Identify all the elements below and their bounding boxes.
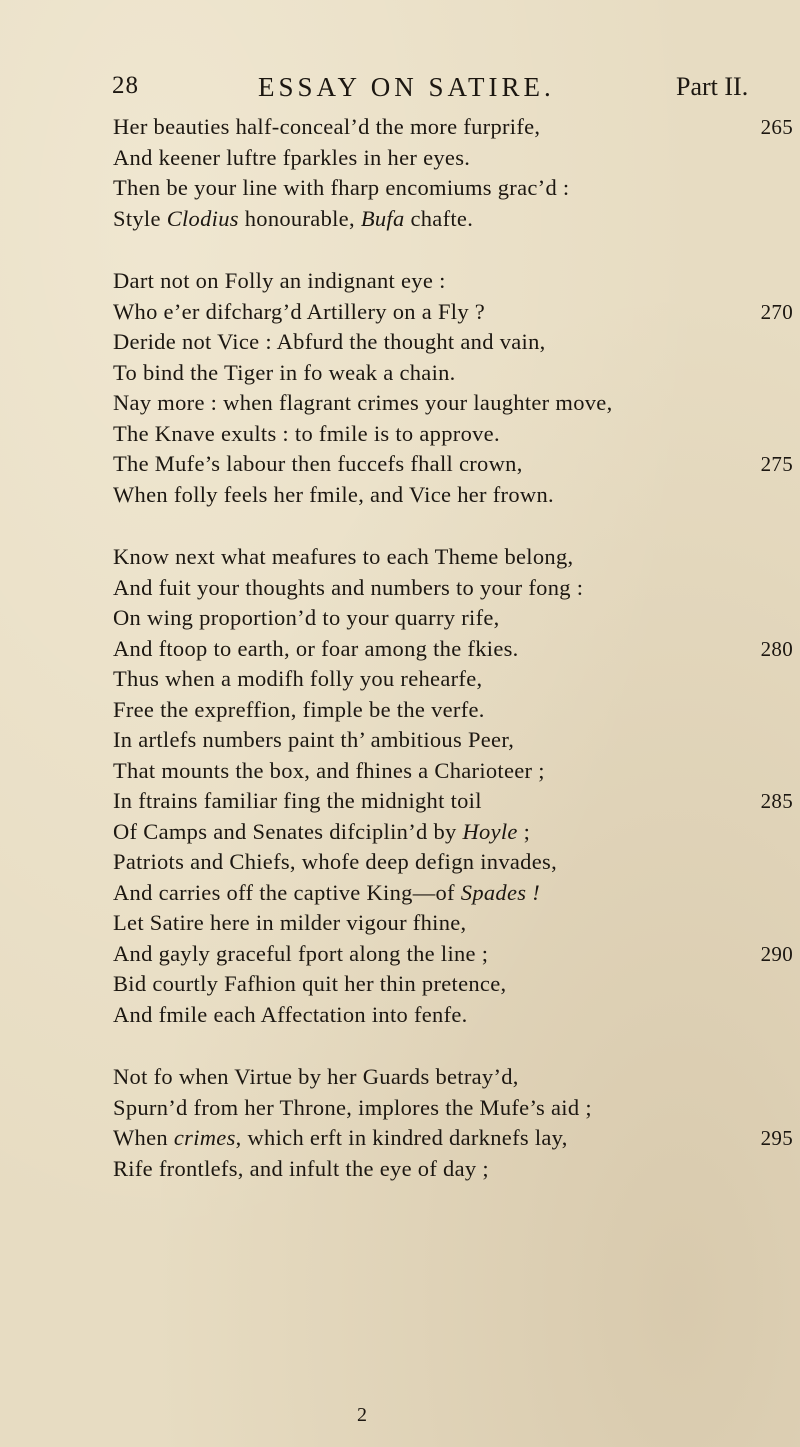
italic-text: Spades ! [460, 879, 541, 905]
verse-line-text [113, 727, 514, 752]
verse-line-text [113, 1095, 592, 1120]
roman-text: That mounts the box, and fhines a Charioteer ; [113, 757, 545, 783]
verse-line-text [113, 880, 540, 905]
verse-line [113, 480, 793, 511]
verse-line [113, 969, 793, 1000]
verse-line-text [113, 1002, 468, 1027]
verse-line [113, 327, 793, 358]
running-title: ESSAY ON SATIRE. [258, 72, 555, 102]
verse-line [113, 817, 793, 848]
italic-text: Clodius [166, 205, 239, 231]
stanza [113, 542, 793, 1030]
roman-text: Her beauties half-conceal’d the more furprife, [113, 114, 541, 139]
roman-text: In artlefs numbers paint th’ ambitious Peer, [113, 727, 515, 752]
roman-text: Rife frontlefs, and infult the eye of day ; [113, 1155, 489, 1181]
verse-line [113, 388, 793, 419]
roman-text: In ftrains familiar fing the midnight toil [113, 788, 482, 813]
verse-line [113, 1093, 793, 1124]
verse-line-text [113, 268, 446, 293]
roman-text: Of Camps and Senates difciplin’d by [113, 818, 463, 844]
verse-line-text [113, 697, 485, 722]
roman-text: And fmile each Affectation into fenfe. [113, 1001, 468, 1027]
roman-text: Bid courtly Fafhion quit her thin pretence, [113, 971, 507, 996]
verse-line-text [113, 544, 573, 569]
verse-line [113, 1154, 793, 1185]
stanza [113, 112, 793, 234]
line-number: 275 [760, 452, 793, 476]
verse-line-text [113, 666, 482, 691]
verse-line-text [113, 910, 466, 935]
page-number: 28 [112, 72, 139, 99]
verse-line-text [113, 482, 554, 507]
roman-text: chafte. [404, 205, 474, 231]
roman-text: And keener luftre fparkles in her eyes. [113, 144, 471, 170]
roman-text: ; [517, 818, 531, 844]
roman-text: , which erft in kindred darknefs lay, [235, 1125, 568, 1150]
verse-line-text [113, 819, 530, 844]
verse-line [113, 173, 793, 204]
roman-text: Dart not on Folly an indignant eye : [113, 268, 446, 293]
verse-line-text [113, 451, 523, 476]
verse-line [113, 542, 793, 573]
page-header [0, 72, 800, 112]
verse-line-text [113, 788, 482, 813]
verse-line [113, 847, 793, 878]
verse-line-text [113, 941, 488, 966]
italic-text: Hoyle [462, 818, 518, 844]
verse-line-text [113, 636, 519, 661]
roman-text: When [113, 1125, 174, 1150]
italic-text: crimes [173, 1125, 236, 1150]
line-number: 290 [760, 941, 793, 966]
italic-text: Bufa [360, 205, 405, 231]
roman-text: The Mufe’s labour then fuccefs fhall crown, [113, 451, 523, 476]
verse-line [113, 297, 793, 328]
signature-mark: 2 [357, 1404, 367, 1426]
verse-line [113, 1000, 793, 1031]
verse-line-text [113, 1125, 568, 1150]
roman-text: Who e’er difcharg’d Artillery on a Fly ? [113, 298, 486, 324]
roman-text: On wing proportion’d to your quarry rife, [113, 605, 500, 630]
verse-line-text [113, 421, 500, 446]
verse-line [113, 908, 793, 939]
roman-text: Thus when a modifh folly you rehearfe, [113, 666, 483, 691]
verse-line [113, 573, 793, 604]
verse-line-text [113, 605, 500, 630]
verse-line-text [113, 329, 546, 354]
roman-text: And ftoop to earth, or foar among the fkies. [113, 635, 519, 661]
stanza [113, 266, 793, 510]
roman-text: Not fo when Virtue by her Guards betray’d, [113, 1064, 519, 1089]
roman-text: To bind the Tiger in fo weak a chain. [113, 359, 456, 385]
verse-line [113, 419, 793, 450]
verse-line [113, 358, 793, 389]
line-number: 295 [760, 1126, 793, 1150]
line-number: 265 [760, 115, 793, 139]
verse-line [113, 143, 793, 174]
verse-line [113, 878, 793, 909]
part-label: Part II. [676, 72, 749, 101]
roman-text: honourable, [238, 205, 361, 231]
verse-line-text [113, 971, 506, 996]
verse-line-text [113, 114, 540, 139]
roman-text: The Knave exults : to fmile is to approve. [113, 420, 500, 446]
verse-line-text [113, 758, 545, 783]
verse-line [113, 664, 793, 695]
verse-line [113, 725, 793, 756]
poem-body [113, 112, 793, 1216]
roman-text: Free the expreffion, fimple be the verfe. [113, 696, 485, 722]
roman-text: Nay more : when flagrant crimes your laughter move, [113, 390, 613, 415]
verse-line [113, 603, 793, 634]
stanza [113, 1062, 793, 1184]
verse-line [113, 786, 793, 817]
verse-line-text [113, 299, 485, 324]
verse-line [113, 939, 793, 970]
verse-line [113, 1123, 793, 1154]
roman-text: Then be your line with fharp encomiums grac’d : [113, 175, 570, 200]
verse-line-text [113, 175, 569, 200]
verse-line-text [113, 360, 456, 385]
verse-line [113, 1062, 793, 1093]
line-number: 270 [760, 299, 793, 324]
roman-text: Patriots and Chiefs, whofe deep defign invades, [113, 849, 557, 874]
roman-text: When folly feels her fmile, and Vice her frown. [113, 481, 554, 507]
verse-line [113, 695, 793, 726]
roman-text: Style [113, 205, 167, 231]
verse-line [113, 634, 793, 665]
verse-line [113, 266, 793, 297]
verse-line-text [113, 849, 557, 874]
roman-text: Know next what meafures to each Theme belong, [113, 544, 574, 569]
verse-line [113, 204, 793, 235]
roman-text: And carries off the captive King—of [113, 879, 461, 905]
verse-line-text [113, 1064, 519, 1089]
verse-line [113, 449, 793, 480]
verse-line-text [113, 390, 613, 415]
roman-text: Let Satire here in milder vigour fhine, [113, 910, 467, 935]
roman-text: And gayly graceful fport along the line ; [113, 940, 489, 966]
roman-text: Deride not Vice : Abfurd the thought and vain, [113, 329, 546, 354]
verse-line-text [113, 145, 470, 170]
verse-line-text [113, 575, 583, 600]
roman-text: And fuit your thoughts and numbers to your fong : [113, 574, 584, 600]
line-number: 285 [760, 789, 793, 813]
verse-line [113, 756, 793, 787]
roman-text: Spurn’d from her Throne, implores the Mufe’s aid ; [113, 1094, 592, 1120]
verse-line-text [113, 1156, 489, 1181]
verse-line-text [113, 206, 473, 231]
line-number: 280 [760, 636, 793, 661]
verse-line [113, 112, 793, 143]
